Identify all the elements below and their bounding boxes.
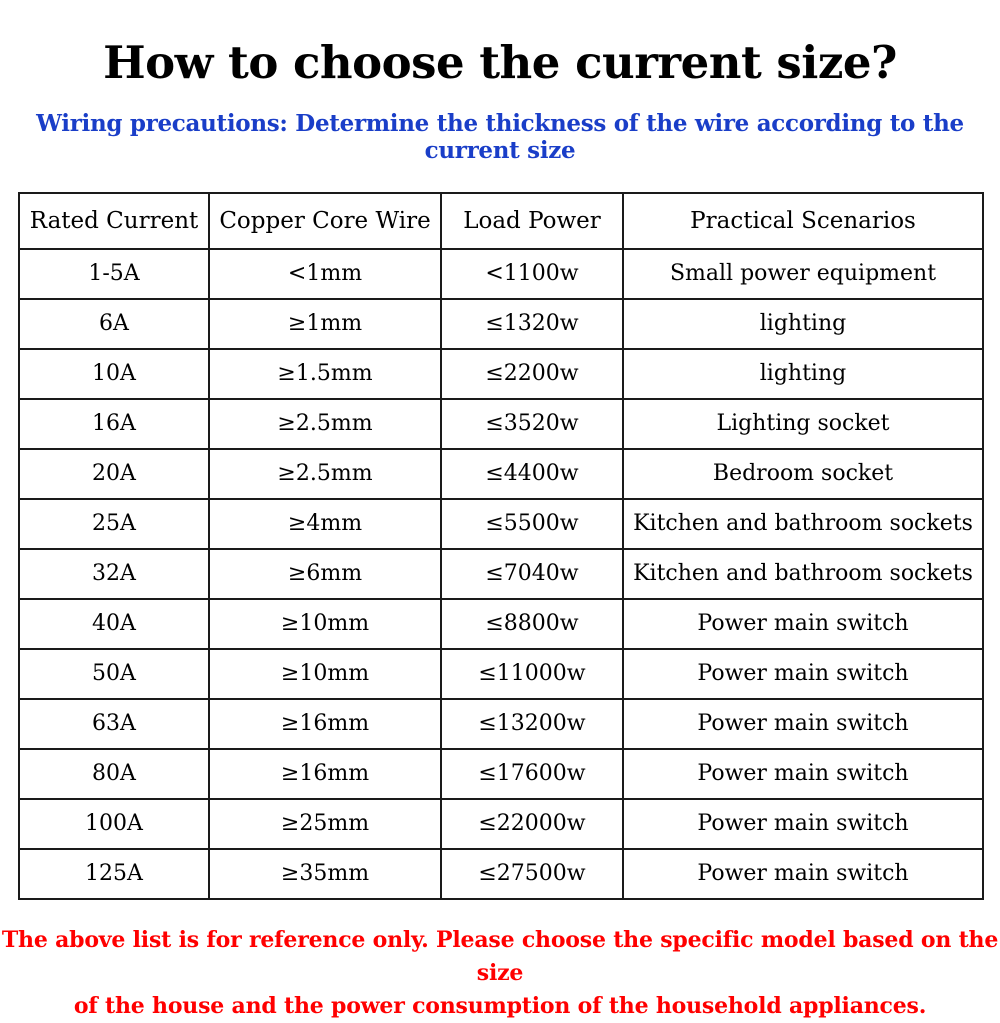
- table-cell: 100A: [19, 799, 209, 849]
- table-cell: <1mm: [209, 249, 441, 299]
- table-cell: 125A: [19, 849, 209, 899]
- table-row: [19, 349, 983, 399]
- table-cell: Lighting socket: [623, 399, 983, 449]
- table-cell: 63A: [19, 699, 209, 749]
- table-body: [19, 249, 983, 899]
- table-row: [19, 749, 983, 799]
- table-cell: 80A: [19, 749, 209, 799]
- table-cell: ≥16mm: [209, 699, 441, 749]
- table-column-header: Practical Scenarios: [623, 193, 983, 249]
- table-cell: Power main switch: [623, 699, 983, 749]
- table-cell: 16A: [19, 399, 209, 449]
- table-cell: 25A: [19, 499, 209, 549]
- table-cell: ≥4mm: [209, 499, 441, 549]
- table-row: [19, 599, 983, 649]
- table-cell: ≤5500w: [441, 499, 623, 549]
- table-cell: 6A: [19, 299, 209, 349]
- table-row: [19, 449, 983, 499]
- table-cell: lighting: [623, 299, 983, 349]
- table-cell: ≤17600w: [441, 749, 623, 799]
- table-column-header: Rated Current: [19, 193, 209, 249]
- table-cell: ≤27500w: [441, 849, 623, 899]
- table-row: [19, 299, 983, 349]
- table-cell: 50A: [19, 649, 209, 699]
- table-cell: ≤4400w: [441, 449, 623, 499]
- table-cell: Kitchen and bathroom sockets: [623, 499, 983, 549]
- table-cell: ≥1mm: [209, 299, 441, 349]
- table-cell: ≥10mm: [209, 599, 441, 649]
- table-row: [19, 399, 983, 449]
- table-row: [19, 649, 983, 699]
- table-row: [19, 549, 983, 599]
- table-cell: ≥35mm: [209, 849, 441, 899]
- table-cell: ≤22000w: [441, 799, 623, 849]
- footnote-line-2: of the house and the power consumption of the household appliances.: [73, 992, 927, 1019]
- table-column-header: Load Power: [441, 193, 623, 249]
- table-cell: Bedroom socket: [623, 449, 983, 499]
- table-cell: ≥25mm: [209, 799, 441, 849]
- table-cell: ≥16mm: [209, 749, 441, 799]
- table-row: [19, 499, 983, 549]
- table-cell: ≥10mm: [209, 649, 441, 699]
- table-row: [19, 699, 983, 749]
- table-cell: Power main switch: [623, 799, 983, 849]
- table-row: [19, 249, 983, 299]
- table-cell: ≥6mm: [209, 549, 441, 599]
- table-cell: ≤7040w: [441, 549, 623, 599]
- current-size-table-wrapper: [0, 192, 1000, 900]
- table-cell: 40A: [19, 599, 209, 649]
- table-cell: ≥2.5mm: [209, 399, 441, 449]
- table-cell: ≥2.5mm: [209, 449, 441, 499]
- table-cell: Power main switch: [623, 599, 983, 649]
- table-cell: 20A: [19, 449, 209, 499]
- table-cell: ≤2200w: [441, 349, 623, 399]
- table-cell: lighting: [623, 349, 983, 399]
- table-row: [19, 799, 983, 849]
- table-cell: 10A: [19, 349, 209, 399]
- table-cell: ≤1320w: [441, 299, 623, 349]
- table-cell: ≤11000w: [441, 649, 623, 699]
- table-cell: 32A: [19, 549, 209, 599]
- table-cell: ≤3520w: [441, 399, 623, 449]
- table-cell: <1100w: [441, 249, 623, 299]
- footnote: [0, 900, 1000, 1023]
- table-cell: ≥1.5mm: [209, 349, 441, 399]
- page-title: How to choose the current size?: [103, 36, 897, 89]
- table-cell: Power main switch: [623, 649, 983, 699]
- page-subtitle: Wiring precautions: Determine the thickness of the wire according to the current size: [36, 109, 964, 164]
- table-cell: 1-5A: [19, 249, 209, 299]
- current-size-table: [18, 192, 984, 900]
- table-cell: Kitchen and bathroom sockets: [623, 549, 983, 599]
- table-cell: Power main switch: [623, 849, 983, 899]
- table-cell: ≤8800w: [441, 599, 623, 649]
- footnote-line-1: The above list is for reference only. Please choose the specific model based on the size: [1, 926, 999, 986]
- table-cell: Power main switch: [623, 749, 983, 799]
- table-cell: Small power equipment: [623, 249, 983, 299]
- table-header-row: [19, 193, 983, 249]
- table-cell: ≤13200w: [441, 699, 623, 749]
- table-header: [19, 193, 983, 249]
- table-row: [19, 849, 983, 899]
- table-column-header: Copper Core Wire: [209, 193, 441, 249]
